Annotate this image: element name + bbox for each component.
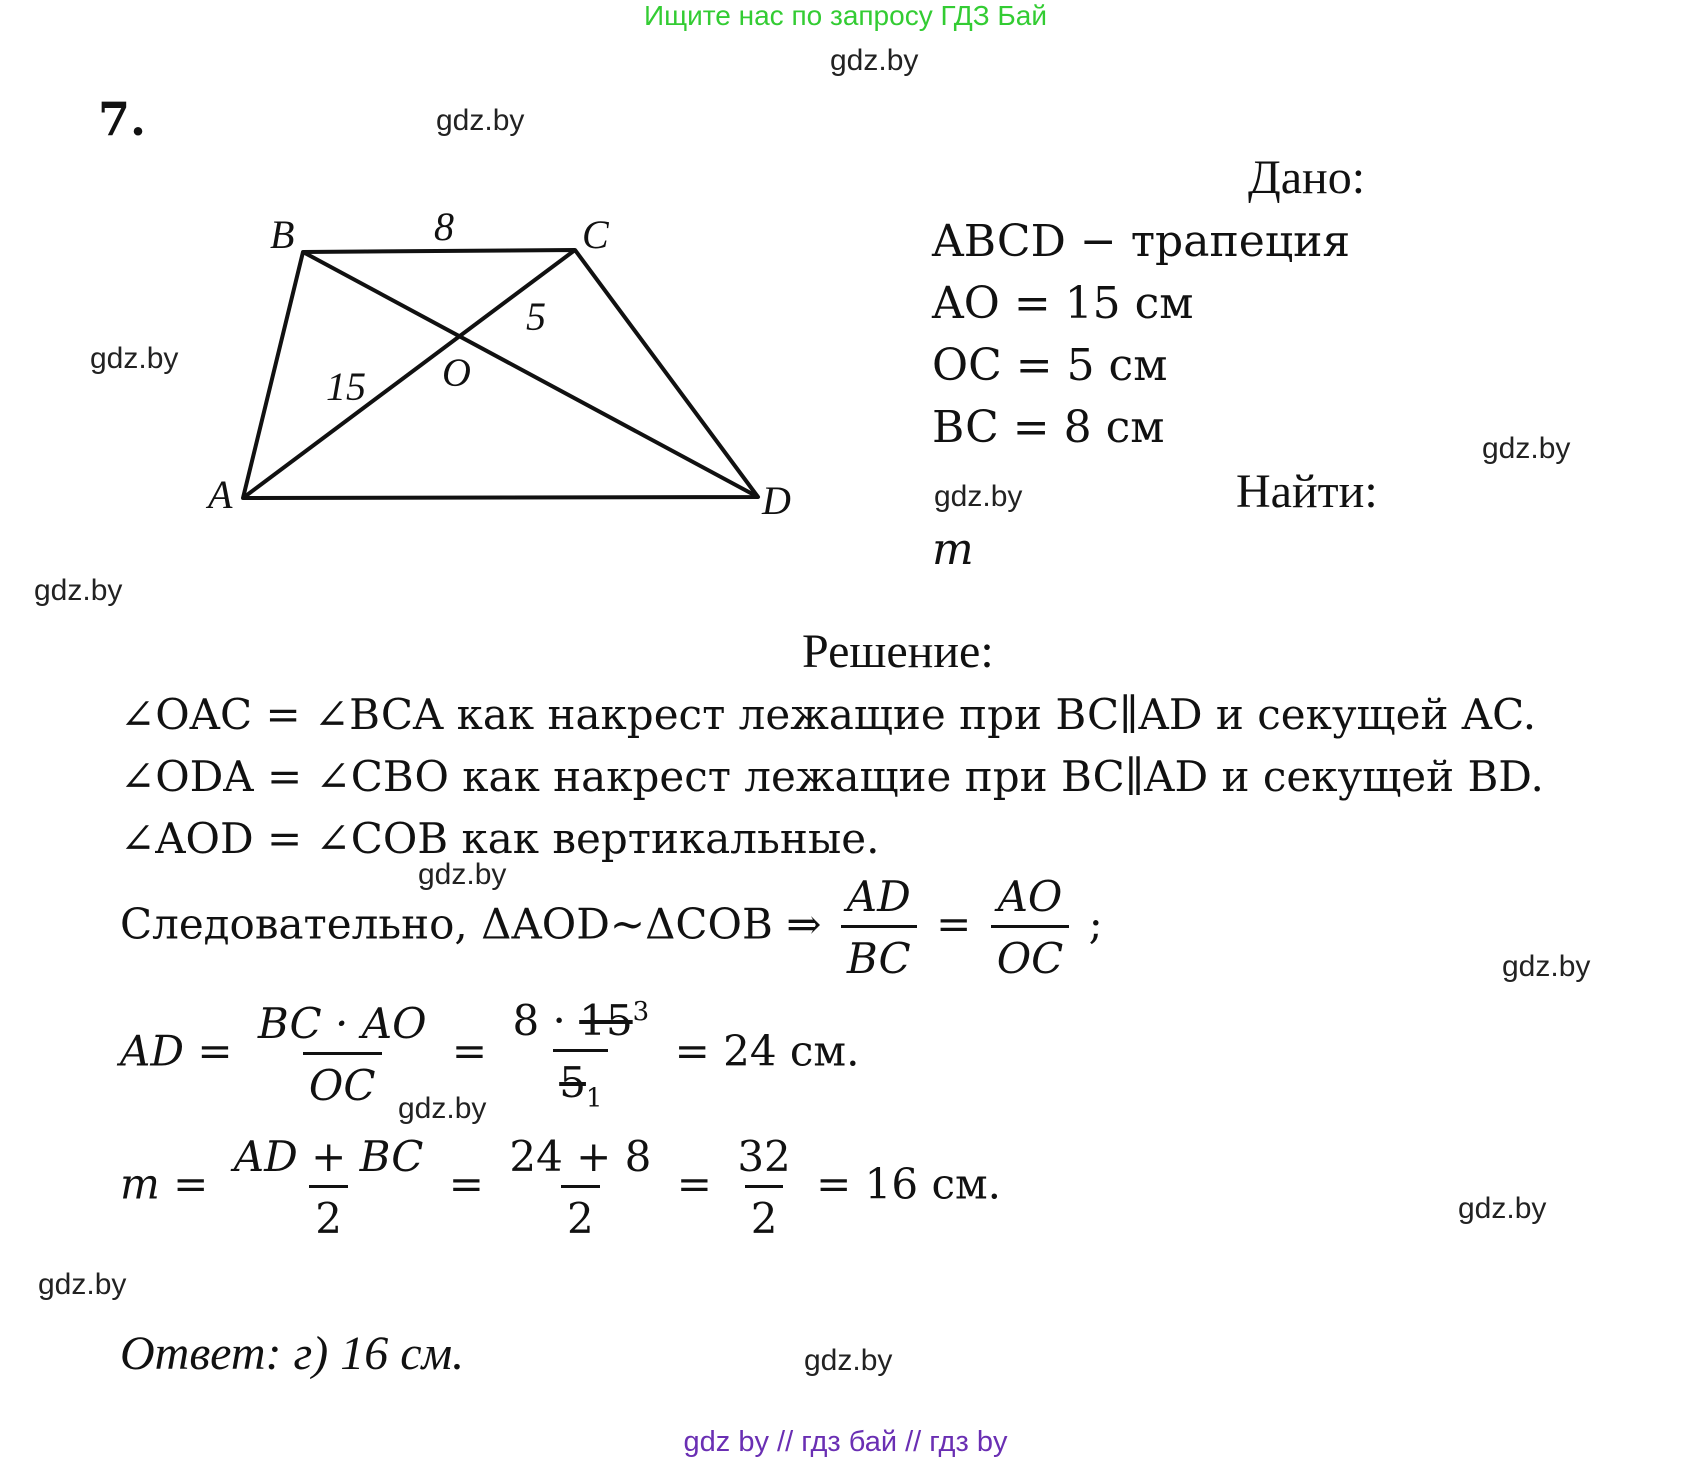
equals-sign: = [448, 1159, 484, 1209]
fraction-denominator: BC [841, 925, 917, 983]
point-o: O [442, 350, 471, 395]
equals-sign: = [936, 899, 972, 949]
watermark: gdz.by [1502, 950, 1591, 983]
fraction-numerator [506, 996, 655, 1049]
fraction-numerator: AD [846, 872, 911, 921]
given-line: ABCD − трапеция [932, 216, 1351, 267]
watermark: gdz.by [436, 104, 525, 137]
given-line: AO = 15 см [932, 278, 1194, 329]
m-lhs: m = [120, 1159, 209, 1209]
equals-sign: = [451, 1026, 488, 1076]
watermark: gdz.by [398, 1092, 487, 1125]
fraction-numerator: BC · AO [257, 999, 427, 1049]
similarity-line [120, 872, 1103, 983]
watermark: gdz.by [804, 1344, 893, 1377]
m-calculation [120, 1132, 1001, 1243]
find-value: m [932, 524, 974, 575]
given-line: BC = 8 см [932, 402, 1165, 453]
given-heading: Дано: [1248, 151, 1366, 204]
diagonal-bd [303, 252, 758, 497]
watermark: gdz.by [38, 1268, 127, 1301]
m-result: = 16 см. [816, 1159, 1002, 1209]
ad-result: = 24 см. [674, 1026, 860, 1076]
ad-calculation [120, 996, 859, 1113]
watermark: gdz.by [90, 342, 179, 375]
vertex-d: D [762, 478, 791, 523]
fraction-32-over-2 [731, 1132, 796, 1243]
struck-number: 5 [559, 1058, 586, 1107]
ad-lhs: AD = [120, 1026, 233, 1076]
given-line: OC = 5 см [932, 340, 1168, 391]
vertex-c: C [582, 212, 609, 257]
answer-text: Ответ: г) 16 см. [120, 1327, 465, 1380]
struck-number: 15 [579, 996, 633, 1045]
trapezoid-outline [243, 250, 758, 498]
fraction-numerator: 24 + 8 [509, 1132, 652, 1181]
fraction-numerator: AD + BC [233, 1132, 424, 1181]
fraction-bc-ao-over-oc [252, 999, 433, 1110]
watermark: gdz.by [418, 858, 507, 891]
watermark: gdz.by [1482, 432, 1571, 465]
vertex-b: B [270, 212, 295, 257]
reduced-number: 3 [632, 997, 650, 1027]
fraction-simplified [506, 996, 655, 1113]
equals-sign: = [676, 1159, 712, 1209]
solution-line: ∠AOD = ∠COB как вертикальные. [120, 814, 880, 863]
reduced-number: 1 [585, 1083, 603, 1114]
vertex-a: A [208, 472, 233, 517]
fraction-numerator: AO [997, 872, 1063, 921]
watermark: gdz.by [830, 44, 919, 77]
fraction-denominator [553, 1049, 608, 1113]
fraction-denominator: OC [991, 925, 1070, 983]
solution-line: ∠ODA = ∠CBO как накрест лежащие при BC∥AD и секущей BD. [120, 752, 1544, 801]
footer-links[interactable]: gdz by // гдз бай // гдз by [683, 1426, 1008, 1458]
problem-number: 7. [98, 92, 147, 146]
semicolon: ; [1088, 899, 1103, 949]
similarity-text: Следовательно, ΔAOD~ΔCOB ⇒ [120, 899, 822, 949]
fraction-denominator: 2 [309, 1185, 348, 1243]
fraction-denominator: OC [303, 1052, 382, 1110]
numerator-part: 8 · [512, 996, 580, 1045]
fraction-24-plus-8 [503, 1132, 657, 1243]
label-ao-15: 15 [326, 364, 366, 409]
find-heading: Найти: [1236, 465, 1378, 518]
solution-heading: Решение: [802, 625, 994, 678]
watermark: gdz.by [1458, 1192, 1547, 1225]
search-banner: Ищите нас по запросу ГДЗ Бай [643, 0, 1048, 31]
fraction-ao-oc [991, 872, 1070, 983]
label-oc-5: 5 [526, 294, 546, 339]
fraction-ad-bc [841, 872, 917, 983]
fraction-ad-plus-bc [228, 1132, 430, 1243]
watermark: gdz.by [34, 574, 123, 607]
fraction-numerator: 32 [737, 1132, 791, 1181]
watermark: gdz.by [934, 480, 1023, 513]
fraction-denominator: 2 [745, 1185, 784, 1243]
trapezoid-figure [190, 200, 830, 540]
fraction-denominator: 2 [561, 1185, 600, 1243]
solution-line: ∠OAC = ∠BCA как накрест лежащие при BC∥AD и секущей AC. [120, 690, 1537, 739]
label-bc-8: 8 [434, 204, 454, 249]
